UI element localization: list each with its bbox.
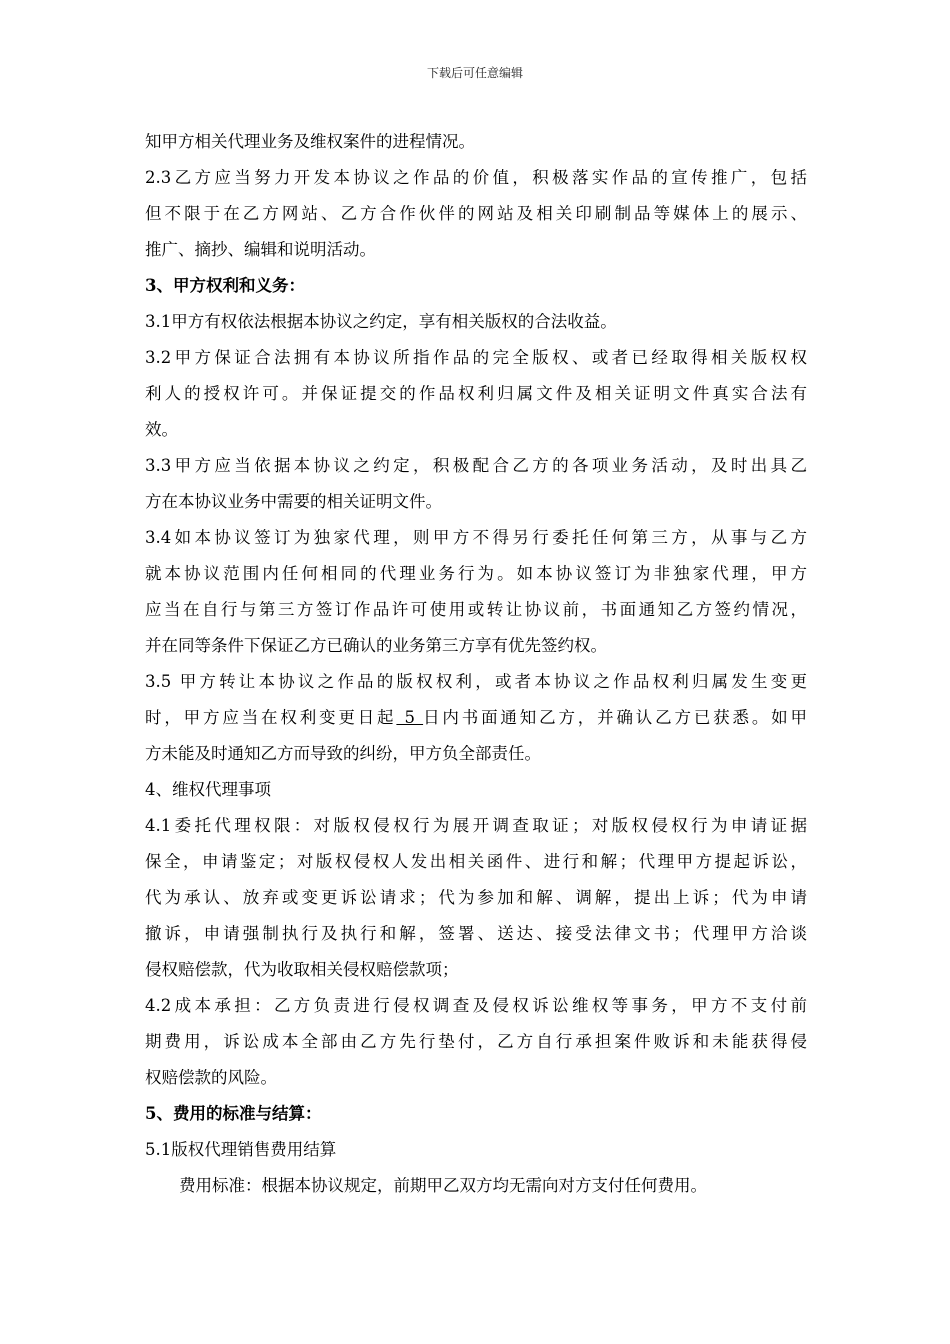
text-segment: 时，甲方应当在权利变更日起 [145, 708, 397, 727]
text-line: 应当在自行与第三方签订作品许可使用或转让协议前，书面通知乙方签约情况， [145, 600, 807, 619]
text-line: 费用标准：根据本协议规定，前期甲乙双方均无需向对方支付任何费用。 [179, 1176, 707, 1195]
section-heading: 5、费用的标准与结算： [145, 1104, 322, 1123]
text-line: 3.4如本协议签订为独家代理，则甲方不得另行委托任何第三方，从事与乙方 [145, 528, 807, 547]
text-line: 效。 [145, 420, 178, 439]
page-header: 下载后可任意编辑 [426, 66, 523, 80]
text-line: 期费用，诉讼成本全部由乙方先行垫付，乙方自行承担案件败诉和未能获得侵 [145, 1032, 807, 1051]
text-segment: 日内书面通知乙方，并确认乙方已获悉。如甲 [423, 708, 808, 727]
text-line: 方未能及时通知乙方而导致的纠纷，甲方负全部责任。 [145, 744, 541, 763]
document-body [145, 124, 807, 1204]
text-line: 并在同等条件下保证乙方已确认的业务第三方享有优先签约权。 [145, 636, 607, 655]
text-line: 利人的授权许可。并保证提交的作品权利归属文件及相关证明文件真实合法有 [145, 384, 807, 403]
text-line: 4.1委托代理权限：对版权侵权行为展开调查取证；对版权侵权行为申请证据 [145, 816, 807, 835]
text-line: 3.3甲方应当依据本协议之约定，积极配合乙方的各项业务活动，及时出具乙 [145, 456, 807, 475]
text-line: 就本协议范围内任何相同的代理业务行为。如本协议签订为非独家代理，甲方 [145, 564, 807, 583]
text-line: 2.3乙方应当努力开发本协议之作品的价值，积极落实作品的宣传推广，包括 [145, 168, 807, 187]
text-line: 权赔偿款的风险。 [145, 1068, 277, 1087]
section-heading: 3、甲方权利和义务： [145, 276, 305, 295]
text-line: 方在本协议业务中需要的相关证明文件。 [145, 492, 442, 511]
text-line: 侵权赔偿款，代为收取相关侵权赔偿款项； [145, 960, 459, 979]
text-line: 5.1版权代理销售费用结算 [145, 1140, 337, 1159]
text-line: 4、维权代理事项 [145, 780, 271, 799]
text-line: 3.5 甲方转让本协议之作品的版权权利，或者本协议之作品权利归属发生变更 [145, 672, 807, 691]
text-line: 代为承认、放弃或变更诉讼请求；代为参加和解、调解，提出上诉；代为申请 [145, 888, 807, 907]
text-line: 推广、摘抄、编辑和说明活动。 [145, 240, 376, 259]
text-line: 知甲方相关代理业务及维权案件的进程情况。 [145, 132, 475, 151]
text-line: 3.2甲方保证合法拥有本协议所指作品的完全版权、或者已经取得相关版权权 [145, 348, 807, 367]
text-line: 保全，申请鉴定；对版权侵权人发出相关函件、进行和解；代理甲方提起诉讼， [145, 852, 807, 871]
text-line: 4.2成本承担：乙方负责进行侵权调查及侵权诉讼维权等事务，甲方不支付前 [145, 996, 807, 1015]
text-line [145, 700, 807, 736]
text-line: 撤诉，申请强制执行及执行和解，签署、送达、接受法律文书；代理甲方洽谈 [145, 924, 807, 943]
text-line: 3.1甲方有权依法根据本协议之约定，享有相关版权的合法收益。 [145, 312, 617, 331]
text-line: 但不限于在乙方网站、乙方合作伙伴的网站及相关印刷制品等媒体上的展示、 [145, 204, 807, 223]
underlined-days-value: 5 [396, 708, 424, 727]
